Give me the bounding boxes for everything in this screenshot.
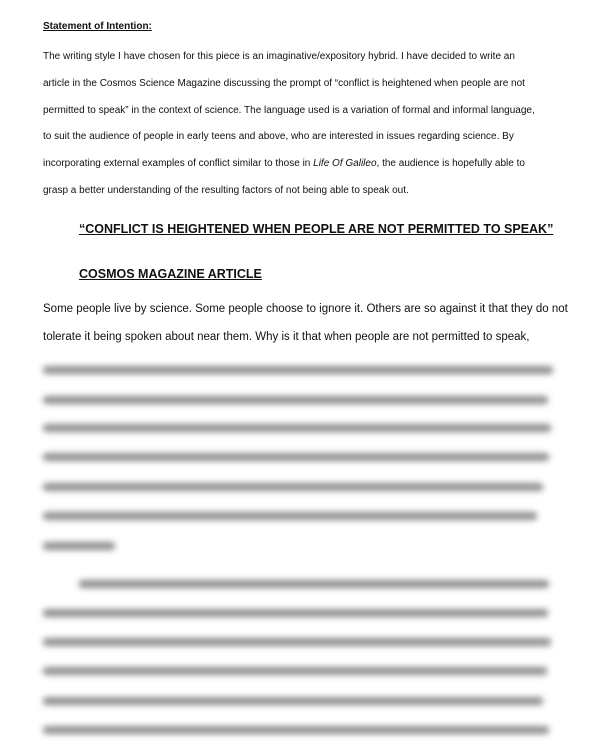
blurred-line — [43, 542, 115, 550]
blurred-line — [43, 638, 551, 646]
statement-line-1: The writing style I have chosen for this piece is an imaginative/expository hybrid. I have decided to write an — [43, 51, 515, 62]
statement-line-3: permitted to speak” in the context of science. The language used is a variation of formal and informal language, — [43, 105, 535, 116]
blurred-line — [43, 396, 548, 404]
article-title: COSMOS MAGAZINE ARTICLE — [79, 267, 262, 281]
article-line-1: Some people live by science. Some people choose to ignore it. Others are so against it that they do not — [43, 303, 568, 315]
blurred-line — [43, 697, 543, 705]
blurred-line — [43, 366, 553, 374]
blurred-line — [79, 580, 549, 588]
play-title: Life Of Galileo — [313, 158, 377, 169]
blurred-line — [43, 512, 537, 520]
blurred-line — [43, 483, 543, 491]
article-line-2: tolerate it being spoken about near them. Why is it that when people are not permitted to speak, — [43, 331, 530, 343]
statement-line-6: grasp a better understanding of the resulting factors of not being able to speak out. — [43, 185, 409, 196]
prompt-title: “CONFLICT IS HEIGHTENED WHEN PEOPLE ARE NOT PERMITTED TO SPEAK” — [79, 222, 554, 236]
statement-line-5-start: incorporating external examples of conflict similar to those in — [43, 158, 314, 169]
blurred-line — [43, 453, 549, 461]
statement-line-4: to suit the audience of people in early teens and above, who are interested in issues regarding science. By — [43, 131, 514, 142]
statement-line-5-end: , the audience is hopefully able to — [376, 158, 525, 169]
blurred-line — [43, 667, 547, 675]
statement-line-2: article in the Cosmos Science Magazine discussing the prompt of “conflict is heightened when people are not — [43, 78, 525, 89]
blurred-line — [43, 609, 548, 617]
blurred-line — [43, 726, 549, 734]
blurred-line — [43, 424, 551, 432]
statement-heading: Statement of Intention: — [43, 21, 152, 32]
